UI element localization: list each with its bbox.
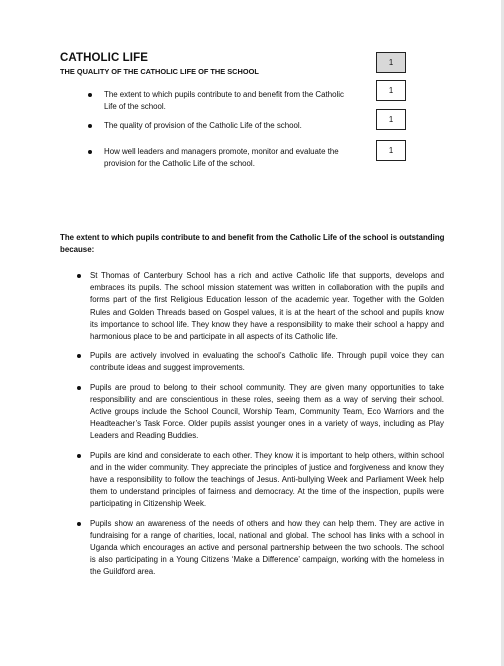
bullet-icon [77, 354, 81, 358]
list-item-text: St Thomas of Canterbury School has a rich and active Catholic life that supports, develops and embraces its pupils. The school mission statement was written in collaboration with the pupils and forms part of the first Religious Education lesson of the academic year. Together with the Golden Rules and Golden Threads based on Gospel values, it is at the heart of the school and pupils know its importance to school life. They know they have a responsibility to make their school a happy and harmonious place to be and participate in all aspects of its Catholic life. [90, 271, 444, 342]
criterion-text: How well leaders and managers promote, monitor and evaluate the provision for the Catholic Life of the school. [104, 147, 339, 168]
bullet-icon [77, 522, 81, 526]
criterion-grade-box: 1 [376, 80, 406, 101]
page-subtitle: THE QUALITY OF THE CATHOLIC LIFE OF THE SCHOOL [60, 67, 259, 76]
criterion-grade-box: 1 [376, 140, 406, 161]
list-item [76, 270, 444, 343]
overall-grade-box: 1 [376, 52, 406, 73]
criterion-grade-box: 1 [376, 109, 406, 130]
page-title: CATHOLIC LIFE [60, 52, 148, 64]
section-heading: The extent to which pupils contribute to and benefit from the Catholic Life of the school is outstanding because: [60, 233, 445, 254]
bullet-icon [77, 454, 81, 458]
bullet-icon [88, 150, 92, 154]
criterion-text: The quality of provision of the Catholic Life of the school. [104, 121, 302, 130]
list-item [76, 450, 444, 511]
bullet-list [76, 270, 444, 586]
bullet-icon [88, 93, 92, 97]
list-item [76, 382, 444, 443]
bullet-icon [88, 124, 92, 128]
list-item-text: Pupils are proud to belong to their school community. They are given many opportunities to take responsibility and are conscientious in these roles, seeing them as a way of serving their school. Active groups include the School Council, Worship Team, Community Team, Eco Warriors and the Headteacher’s Task Force. Older pupils assist younger ones in a variety of ways, including as Play Leaders and Reading Buddies. [90, 382, 444, 441]
list-item-text: Pupils are kind and considerate to each other. They know it is important to help others, within school and in the wider community. They appreciate the principles of justice and forgiveness and know they have a responsibility to follow the teachings of Jesus. Anti-bullying Week and Parliament Week help them to understand principles of fairness and democracy. At the time of the inspection, pupils were participating in Citizenship Week. [90, 450, 444, 509]
bullet-icon [77, 386, 81, 390]
list-item-text: Pupils show an awareness of the needs of others and how they can help them. They are active in fundraising for a range of charities, local, national and global. The school has links with a school in Uganda which encourages an active and personal partnership between the two schools. The school is also participating in a Young Citizens ‘Make a Difference’ campaign, working with the homeless in the Guildford area. [90, 518, 444, 577]
bullet-icon [77, 274, 81, 278]
list-item-text: Pupils are actively involved in evaluating the school’s Catholic life. Through pupil voice they can contribute ideas and suggest improvements. [90, 351, 444, 373]
list-item [76, 518, 444, 579]
criterion-text: The extent to which pupils contribute to and benefit from the Catholic Life of the school. [104, 90, 344, 111]
list-item [76, 350, 444, 374]
